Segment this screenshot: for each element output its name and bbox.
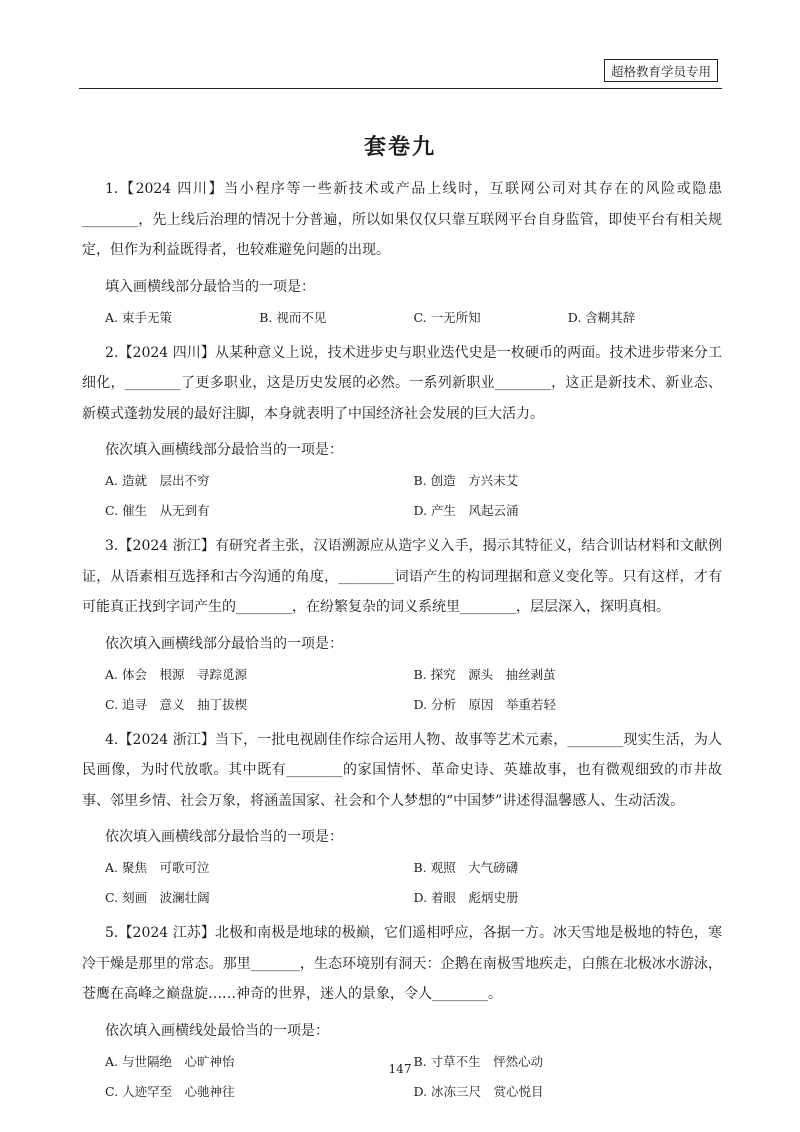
question-number: 1. (105, 181, 119, 197)
option-a[interactable]: A. 束手无策 (105, 309, 172, 325)
question-number: 2. (105, 344, 119, 361)
question-source-tag: 【2024 四川】 (118, 181, 225, 197)
option-b[interactable]: B. 观照 大气磅礴 (413, 860, 519, 875)
question-number: 3. (105, 538, 119, 554)
question-source-tag: 【2024 浙江】 (118, 538, 215, 554)
question-list (82, 174, 722, 1112)
question-source-tag: 【2024 四川】 (118, 344, 215, 361)
answer-options (82, 302, 722, 332)
question-instruction: 依次填入画横线处最恰当的一项是： (105, 1022, 329, 1039)
question-instruction: 依次填入画横线部分最恰当的一项是： (105, 635, 343, 652)
question-stem (82, 725, 722, 817)
question-1 (82, 174, 722, 332)
question-instruction: 依次填入画横线部分最恰当的一项是： (105, 442, 343, 458)
option-c[interactable]: C. 人迹罕至 心驰神往 (105, 1083, 235, 1099)
option-a[interactable]: A. 聚焦 可歌可泣 (105, 860, 210, 875)
question-text: 当下，一批电视剧佳作综合运用人物、故事等艺术元素，________现实生活，为人民画像，为时代放歌。其中既有________的家国情怀、革命史诗、英雄故事，也有微观细致的市井故事、邻里乡情、社会万象，将涵盖国家、社会和个人梦想的“中国梦”讲述得温馨感人、生动活泼。 (82, 731, 722, 809)
question-stem (82, 338, 722, 430)
question-4 (82, 725, 722, 913)
option-d[interactable]: D. 着眼 彪炳史册 (413, 890, 519, 905)
question-stem (82, 531, 722, 623)
answer-options (82, 659, 722, 719)
option-d[interactable]: D. 冰冻三尺 赏心悦目 (413, 1083, 544, 1099)
header-stamp: 超格教育学员专用 (604, 59, 718, 82)
answer-options (82, 852, 722, 912)
question-source-tag: 【2024 浙江】 (118, 731, 215, 748)
option-c[interactable]: C. 催生 从无到有 (105, 503, 210, 518)
option-d[interactable]: D. 产生 风起云涌 (413, 503, 519, 518)
option-b[interactable]: B. 创造 方兴未艾 (413, 473, 519, 488)
option-a[interactable]: A. 与世隔绝 心旷神怡 (105, 1053, 235, 1069)
option-c[interactable]: C. 追寻 意义 抽丁拔楔 (105, 696, 248, 712)
question-5 (82, 918, 722, 1106)
question-instruction: 依次填入画横线部分最恰当的一项是： (105, 829, 343, 845)
question-text: 有研究者主张，汉语溯源应从造字义入手，揭示其特征义，结合训诂材料和文献例证，从语素相互选择和古今沟通的角度，________词语产生的构词理据和意义变化等。只有这样，才有可能真正找到字词产生的________，在纷繁复杂的词义系统里________，层层深入，探明真相。 (82, 538, 722, 615)
answer-options (82, 465, 722, 525)
question-text: 从某种意义上说，技术进步史与职业迭代史是一枚硬币的两面。技术进步带来分工细化，________了更多职业，这是历史发展的必然。一系列新职业________，这正是新技术、新业态、新模式蓬勃发展的最好注脚，本身就表明了中国经济社会发展的巨大活力。 (82, 344, 722, 422)
question-instruction: 填入画横线部分最恰当的一项是： (105, 278, 315, 295)
option-d[interactable]: D. 分析 原因 举重若轻 (413, 696, 557, 712)
option-b[interactable]: B. 寸草不生 怦然心动 (413, 1053, 544, 1069)
option-a[interactable]: A. 体会 根源 寻踪觅源 (105, 666, 247, 682)
question-3 (82, 531, 722, 719)
question-number: 4. (105, 731, 119, 748)
option-a[interactable]: A. 造就 层出不穷 (105, 473, 210, 488)
option-d[interactable]: D. 含糊其辞 (567, 309, 636, 325)
page-title: 套卷九 (363, 134, 436, 160)
header-rule (79, 88, 722, 89)
question-stem (82, 174, 722, 266)
question-number: 5. (105, 925, 119, 941)
question-text: 北极和南极是地球的极巅，它们遥相呼应，各据一方。冰天雪地是极地的特色，寒冷干燥是那里的常态。那里_______，生态环境别有洞天：企鹅在南极雪地疾走，白熊在北极冰水游泳，苍鹰在高峰之巅盘旋……神奇的世界，迷人的景象，令人________。 (82, 925, 722, 1002)
option-c[interactable]: C. 一无所知 (413, 309, 481, 325)
question-text: 当小程序等一些新技术或产品上线时，互联网公司对其存在的风险或隐患________，先上线后治理的情况十分普遍，所以如果仅仅只靠互联网平台自身监管，即使平台有相关规定，但作为利益既得者，也较难避免问题的出现。 (82, 181, 722, 258)
option-c[interactable]: C. 刻画 波澜壮阔 (105, 890, 210, 905)
question-2 (82, 338, 722, 526)
option-b[interactable]: B. 视而不见 (259, 309, 327, 325)
question-stem (82, 918, 722, 1010)
page-number: 147 (388, 1062, 412, 1076)
question-source-tag: 【2024 江苏】 (118, 925, 215, 941)
option-b[interactable]: B. 探究 源头 抽丝剥茧 (413, 666, 556, 682)
